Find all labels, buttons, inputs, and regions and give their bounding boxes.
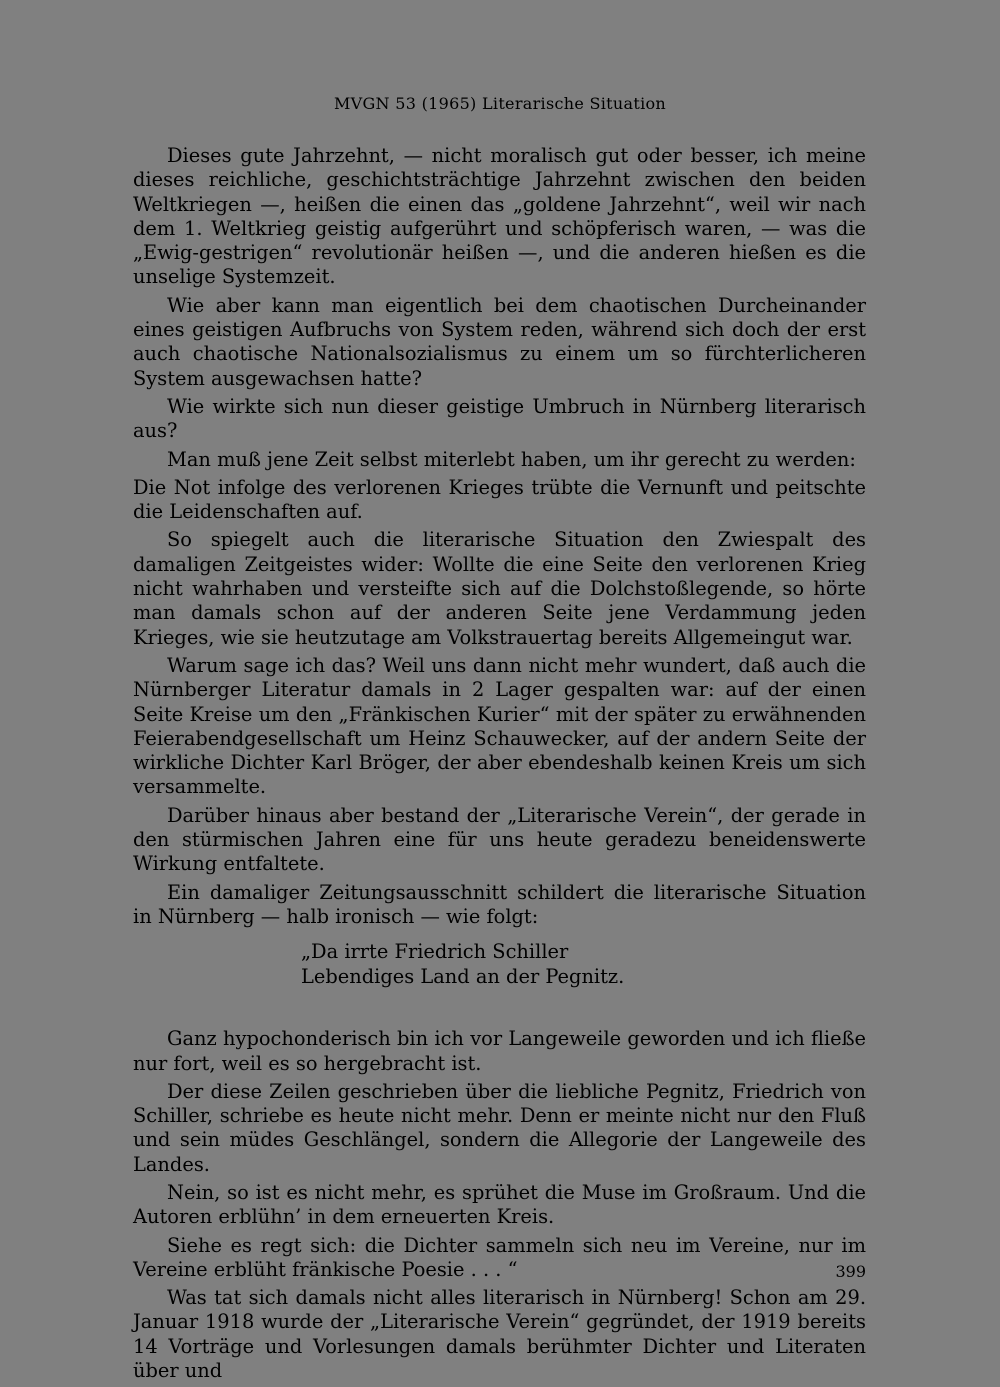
page-number: 399 [835,1262,866,1281]
paragraph: Wie aber kann man eigentlich bei dem chaotischen Durcheinander eines geistigen Aufbruchs von System reden, während sich doch der erst auch chaotische Nationalsozialismus zu einem um so fürchterlicheren System ausgewachsen hatte? [133,293,866,390]
running-header: MVGN 53 (1965) Literarische Situation [333,94,667,113]
paragraph: Nein, so ist es nicht mehr, es sprühet die Muse im Großraum. Und die Autoren erblühn’ in dem erneuerten Kreis. [133,1180,866,1229]
paragraph: Warum sage ich das? Weil uns dann nicht mehr wundert, daß auch die Nürnberger Literatur damals in 2 Lager gespalten war: auf der einen Seite Kreise um den „Fränkischen Kurier“ mit der später zu erwähnenden Feierabendgesellschaft um Heinz Schauwecker, auf der andern Seite der wirkliche Dichter Karl Bröger, der aber ebendeshalb keinen Kreis um sich versammelte. [133,653,866,799]
paragraph: Was tat sich damals nicht alles literarisch in Nürnberg! Schon am 29. Januar 1918 wurde der „Literarische Verein“ gegründet, der 1919 bereits 14 Vorträge und Vorlesungen damals berühmter Dichter und Literaten über und [133,1286,866,1383]
paragraph: Der diese Zeilen geschrieben über die liebliche Pegnitz, Friedrich von Schiller, schriebe es heute nicht mehr. Denn er meinte nicht nur den Fluß und sein müdes Geschlängel, sondern die Allegorie der Langeweile des Landes. [133,1079,866,1176]
paragraph: Ein damaliger Zeitungsausschnitt schildert die literarische Situation in Nürnberg — halb ironisch — wie folgt: [133,880,866,928]
quote-line: Lebendiges Land an der Pegnitz. [301,965,625,989]
quote-line: „Da irrte Friedrich Schiller [301,940,569,964]
paragraph: Darüber hinaus aber bestand der „Literarische Verein“, der gerade in den stürmischen Jahren eine für uns heute geradezu beneidenswerte Wirkung entfaltete. [133,803,866,876]
paragraph: Die Not infolge des verlorenen Krieges trübte die Vernunft und peitschte die Leidenschaften auf. [133,475,866,524]
paragraph: So spiegelt auch die literarische Situation den Zwiespalt des damaligen Zeitgeistes wider: Wollte die eine Seite den verlorenen Krieg nicht wahrhaben und versteifte sich auf die Dolchstoßlegende, so hörte man damals schon auf der anderen Seite jene Verdammung jeden Krieges, wie sie heutzutage am Volkstrauertag bereits Allgemeingut war. [133,528,866,649]
paragraph: Dieses gute Jahrzehnt, — nicht moralisch gut oder besser, ich meine dieses reichliche, geschichtsträchtige Jahrzehnt zwischen den beiden Weltkriegen —, heißen die einen das „goldene Jahrzehnt“, weil wir nach dem 1. Weltkrieg geistig aufgerührt und schöpferisch waren, — was die „Ewig-gestrigen“ revolutionär heißen —, und die anderen hießen es die unselige Systemzeit. [133,144,866,289]
paragraph: Siehe es regt sich: die Dichter sammeln sich neu im Vereine, nur im Vereine erblüht fränkische Poesie . . . “ [133,1233,866,1281]
paragraph: Wie wirkte sich nun dieser geistige Umbruch in Nürnberg literarisch aus? [133,394,866,443]
paragraph: Man muß jene Zeit selbst miterlebt haben, um ihr gerecht zu werden: [167,447,856,471]
paragraph: Ganz hypochonderisch bin ich vor Langeweile geworden und ich fließe nur fort, weil es so hergebracht ist. [133,1027,866,1075]
quote-block [301,939,866,989]
body-text [133,144,866,1387]
